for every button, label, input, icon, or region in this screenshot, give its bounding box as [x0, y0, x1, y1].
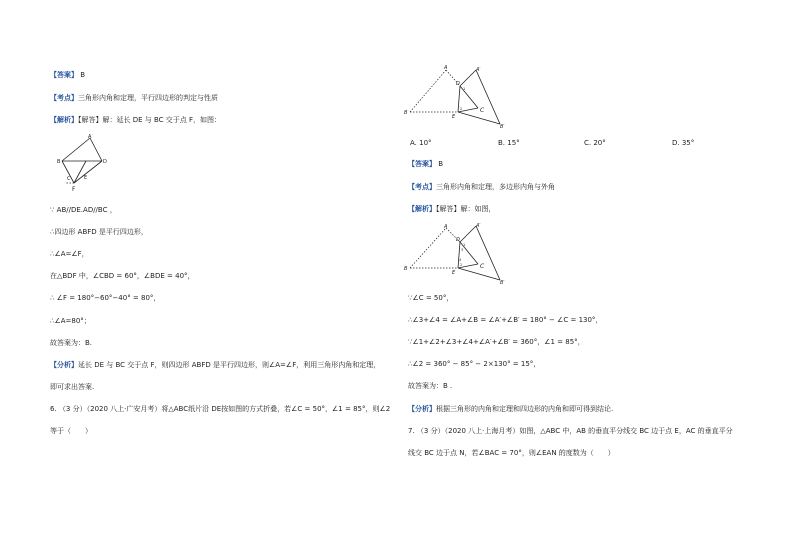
summary-value: 延长 DE 与 BC 交于点 F，则四边形 ABFD 是平行四边形，则∠A=∠F，利用三角形内角和定理，	[78, 361, 381, 369]
parallelogram-figure	[52, 133, 114, 195]
svg-text:3: 3	[461, 248, 464, 252]
topic-line	[50, 94, 218, 103]
svg-text:D: D	[456, 81, 460, 87]
answer-line-right	[408, 160, 443, 169]
answer-line	[50, 71, 85, 80]
fold-figure-1	[402, 62, 514, 132]
solution-line-2: ∴四边形 ABFD 是平行四边形，	[50, 228, 148, 236]
q6-score: （3 分）	[58, 405, 87, 413]
answer-value-right: B	[438, 160, 444, 168]
question-6	[50, 405, 390, 414]
summary-line-right	[408, 405, 613, 414]
solution-line-1: ∵ AB//DE.AD//BC ，	[50, 206, 117, 214]
svg-text:A′: A′	[476, 223, 481, 229]
svg-text:D: D	[456, 237, 460, 243]
analysis-line	[50, 116, 221, 125]
svg-text:B: B	[404, 110, 408, 116]
summary-value-right: 根据三角形的内角和定理和四边形的内角和即可得到结论.	[436, 405, 614, 413]
q7-number: 7.	[408, 427, 415, 435]
solution-line-5: ∴ ∠F = 180°−60°−40° = 80°，	[50, 294, 161, 302]
solution-right-4: ∴∠2 = 360° − 85° − 2×130° = 15°，	[408, 360, 541, 368]
solution-line-3: ∴∠A=∠F，	[50, 250, 89, 258]
svg-text:A′: A′	[476, 67, 481, 73]
svg-text:E: E	[452, 270, 456, 276]
q6-text: （2020 八上·广安月考）将△ABC纸片沿 DE按如图的方式折叠，若∠C = 50°，∠1 = 85°，则∠2	[86, 405, 391, 413]
label-e: E	[84, 175, 88, 181]
summary-cont: 即可求出答案.	[50, 383, 95, 391]
solution-right-2: ∴∠3+∠4 = ∠A+∠B = ∠A′+∠B′ = 180° − ∠C = 130°，	[408, 316, 603, 324]
topic-tag: 【考点】	[50, 94, 78, 102]
topic-value-right: 三角形内角和定理，多边形内角与外角	[436, 183, 555, 191]
svg-text:2: 2	[460, 107, 463, 111]
svg-text:A: A	[444, 224, 448, 230]
q6-number: 6.	[50, 405, 57, 413]
topic-value: 三角形内角和定理，平行四边形的判定与性质	[78, 94, 218, 102]
question-7	[408, 427, 733, 436]
svg-text:4: 4	[459, 258, 462, 262]
label-f: F	[72, 186, 76, 193]
summary-tag-right: 【分析】	[408, 405, 436, 413]
answer-tag-right: 【答案】	[408, 160, 436, 168]
answer-tag: 【答案】	[50, 71, 78, 79]
option-b[interactable]: B. 15°	[498, 139, 520, 147]
q7-score: （3 分）	[416, 427, 445, 435]
summary-tag: 【分析】	[50, 361, 78, 369]
option-c[interactable]: C. 20°	[584, 139, 606, 147]
fold-figure-2	[402, 222, 514, 288]
svg-text:B′: B′	[500, 124, 505, 130]
label-d: D	[103, 159, 107, 165]
svg-text:C: C	[480, 107, 485, 114]
label-a: A	[88, 134, 92, 140]
svg-text:B: B	[404, 266, 408, 272]
solution-line-4: 在△BDF 中，∠CBD = 60°，∠BDE = 40°，	[50, 272, 195, 280]
svg-text:A: A	[444, 65, 448, 71]
analysis-value: 【解答】解：延长 DE 与 BC 交于点 F，如图：	[78, 116, 222, 124]
summary-line	[50, 361, 380, 370]
q7-cont: 线交 BC 边于点 N，若∠BAC = 70°，则∠EAN 的度数为（ ）	[408, 449, 615, 457]
solution-line-6: ∴∠A=80°；	[50, 317, 91, 325]
q6-cont: 等于（ ）	[50, 427, 92, 435]
svg-text:C: C	[480, 263, 485, 270]
svg-text:E: E	[452, 114, 456, 120]
solution-right-3: ∵∠1+∠2+∠3+∠4+∠A′+∠B′ = 360°，∠1 = 85°，	[408, 338, 585, 346]
solution-line-7: 故答案为：B.	[50, 339, 93, 347]
topic-tag-right: 【考点】	[408, 183, 436, 191]
answer-value: B	[80, 71, 86, 79]
option-a[interactable]: A. 10°	[410, 139, 432, 147]
solution-right-1: ∵∠C = 50°，	[408, 294, 454, 302]
svg-text:1: 1	[463, 243, 466, 247]
label-b: B	[57, 159, 61, 165]
topic-line-right	[408, 183, 555, 192]
solution-right-5: 故答案为：B .	[408, 382, 453, 390]
svg-text:2: 2	[460, 263, 463, 267]
svg-text:1: 1	[463, 87, 466, 91]
q7-text: （2020 八上·上海月考）如图，△ABC 中，AB 的垂直平分线交 BC 边于点 E，AC 的垂直平分	[444, 427, 733, 435]
analysis-line-right	[408, 205, 496, 214]
option-d[interactable]: D. 35°	[672, 139, 695, 147]
label-c: C	[67, 176, 71, 182]
analysis-tag: 【解析】	[50, 116, 78, 124]
analysis-tag-right: 【解析】	[408, 205, 436, 213]
analysis-value-right: 【解答】解：如图，	[436, 205, 496, 213]
svg-text:B′: B′	[500, 280, 505, 286]
